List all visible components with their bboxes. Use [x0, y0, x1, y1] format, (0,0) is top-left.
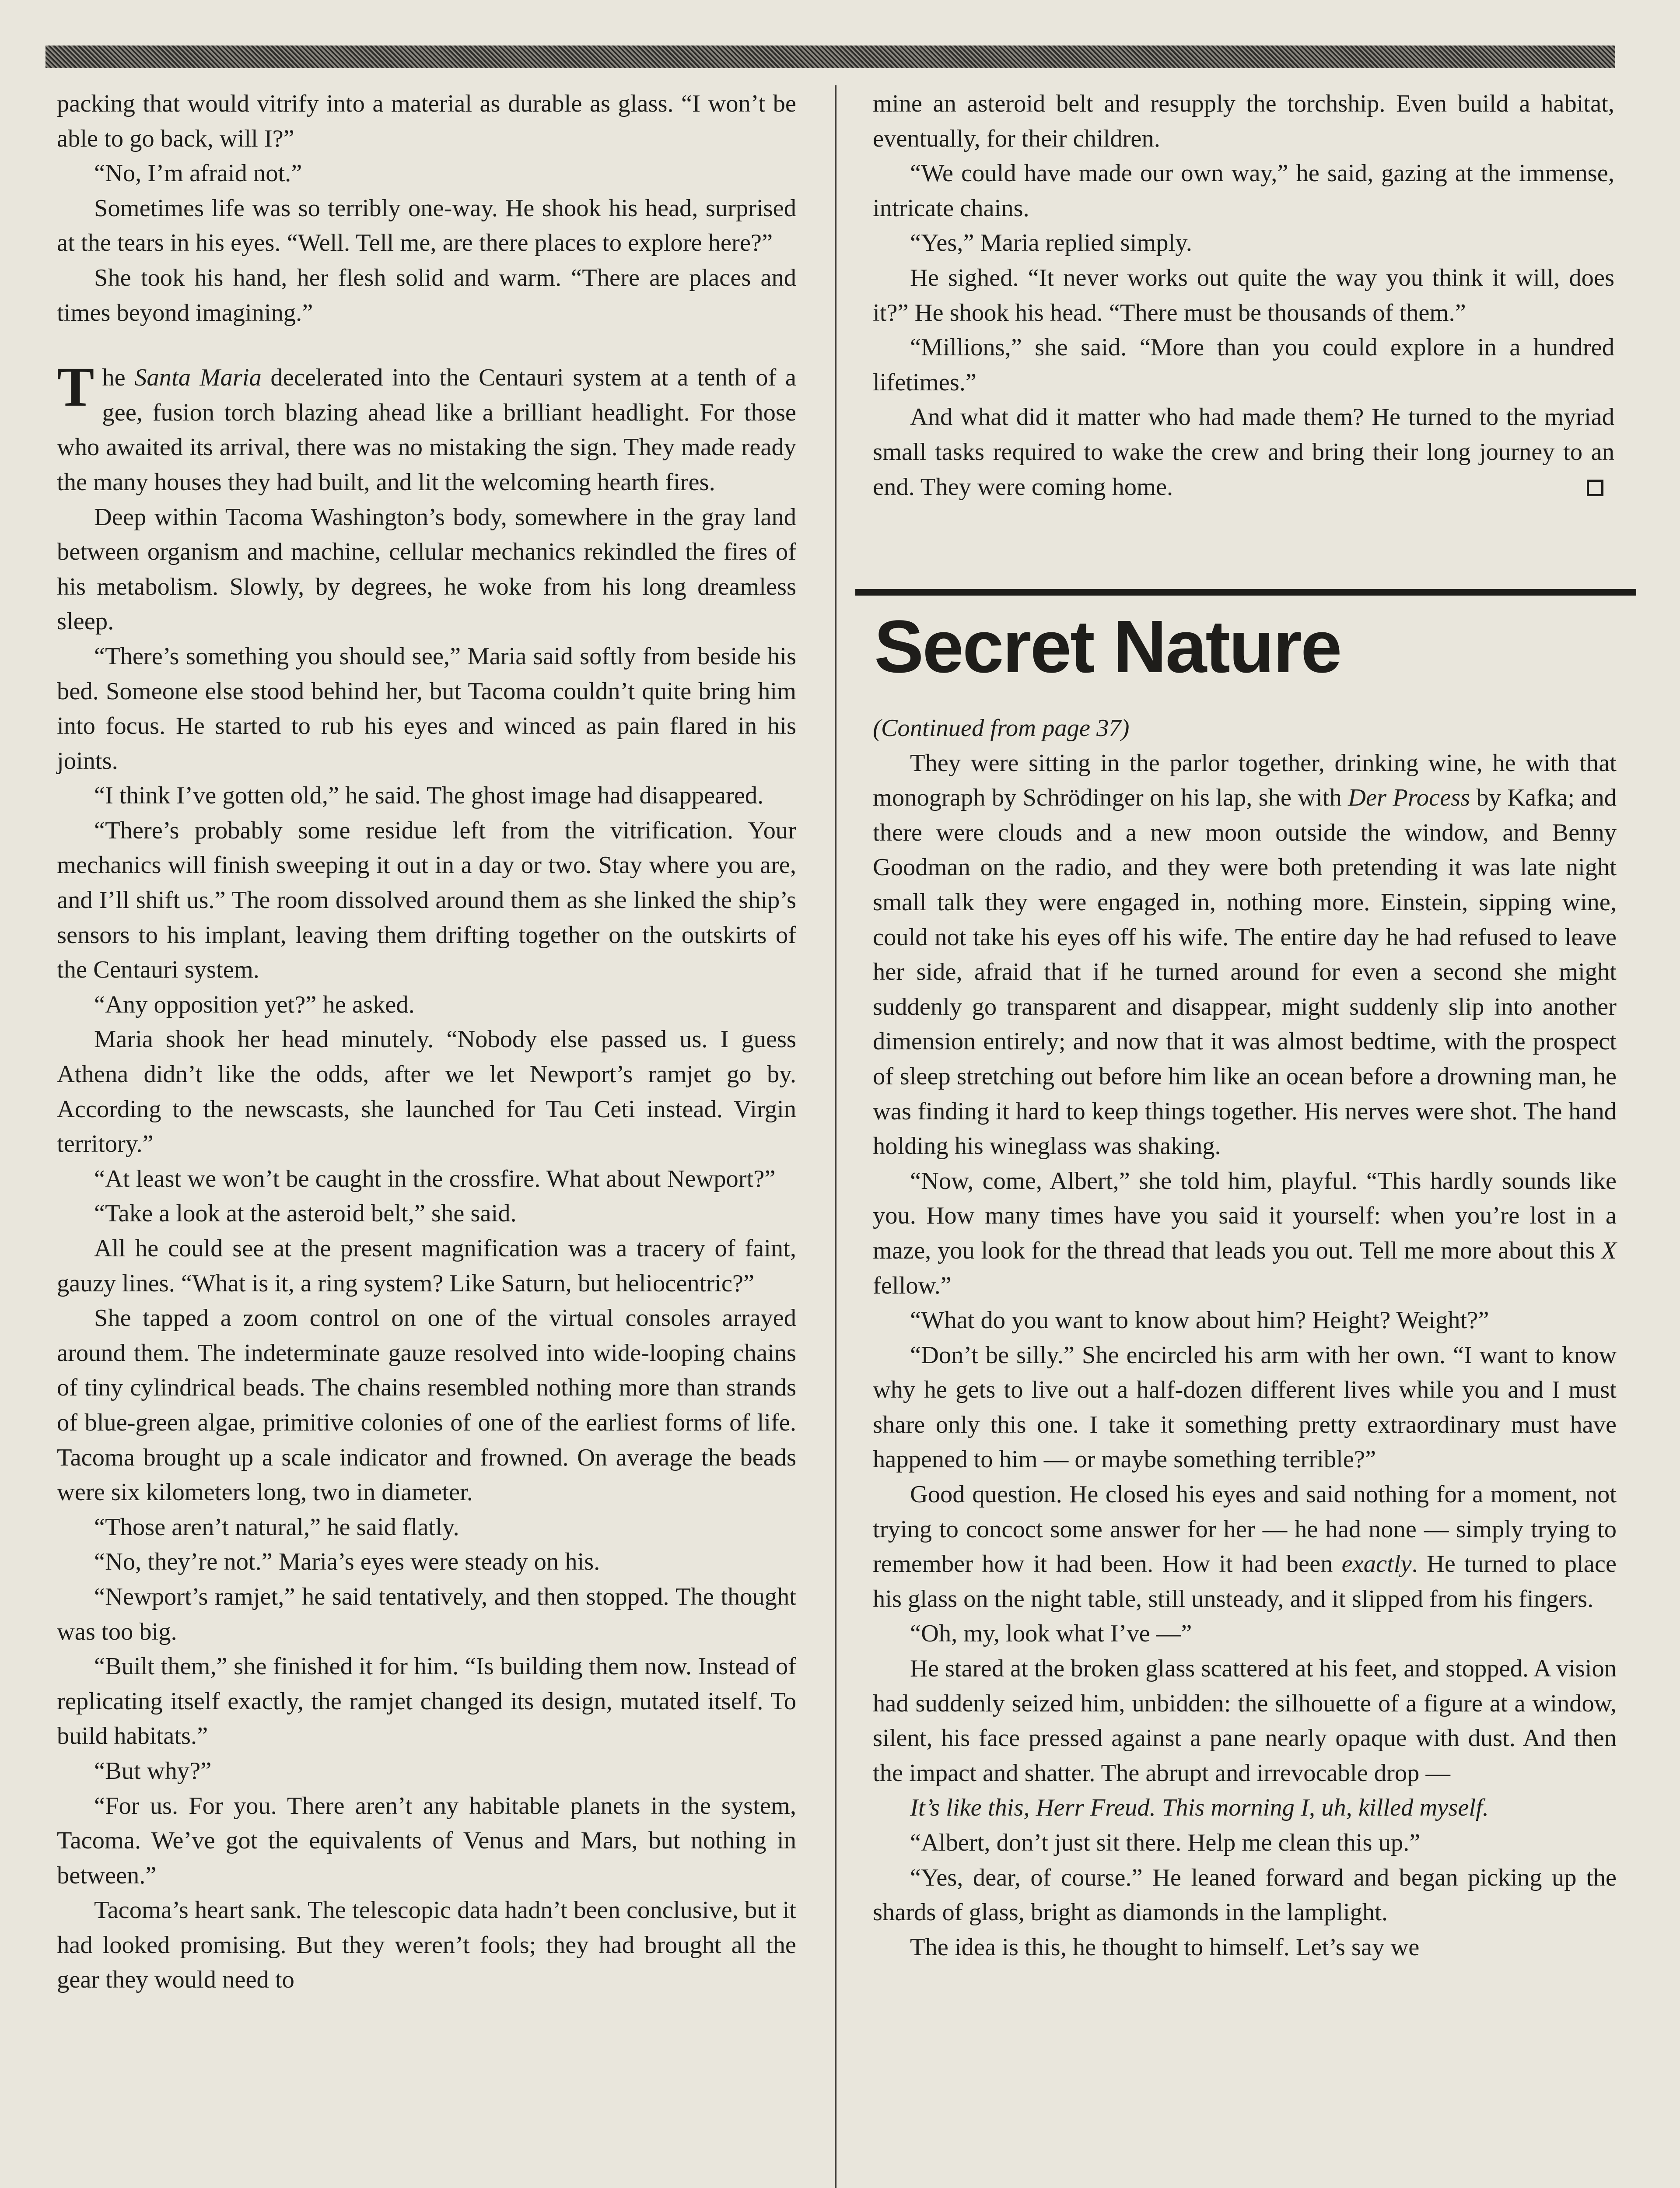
book-title: Der Process [1348, 784, 1470, 812]
paragraph: The idea is this, he thought to himself. Let’s say we [910, 1933, 1420, 1961]
drop-cap: T [57, 356, 94, 418]
paragraph: “No, they’re not.” Maria’s eyes were steady on his. [94, 1548, 600, 1576]
story-separator-rule [855, 589, 1636, 596]
italic-thought: It’s like this, Herr Freud. This morning I, uh, killed myself. [910, 1794, 1489, 1822]
paragraph: “At least we won’t be caught in the crossfire. What about Newport?” [94, 1165, 776, 1192]
continued-note: (Continued from page 37) [873, 715, 1130, 742]
secret-nature-column [873, 711, 1617, 1965]
column-divider [835, 85, 836, 2188]
paragraph: “Albert, don’t just sit there. Help me clean this up.” [910, 1829, 1421, 1856]
paragraph: “No, I’m afraid not.” [94, 160, 302, 187]
paragraph: “Don’t be silly.” She encircled his arm with her own. “I want to know why he gets to live out a half-dozen different lives while you and I must share only this one. I take it something pretty extraordinary must have happened to him — or maybe something terrible?” [873, 1341, 1617, 1473]
paragraph: packing that would vitrify into a material as durable as glass. “I won’t be able to go back, will I?” [57, 90, 796, 152]
paragraph: He stared at the broken glass scattered at his feet, and stopped. A vision had suddenly seized him, unbidden: the silhouette of a figure at a window, silent, his face pressed against a pane nearly opaque with dust. And then the impact and shatter. The abrupt and irrevocable drop — [873, 1655, 1617, 1787]
paragraph: Tacoma’s heart sank. The telescopic data hadn’t been conclusive, but it had looked promising. But they weren’t fools; they had brought all the gear they would need to [57, 1897, 796, 1994]
paragraph: “Millions,” she said. “More than you could explore in a hundred lifetimes.” [873, 334, 1614, 396]
paragraph: “Any opposition yet?” he asked. [94, 991, 415, 1018]
paragraph: “But why?” [94, 1757, 212, 1785]
paragraph: “I think I’ve gotten old,” he said. The ghost image had disappeared. [94, 782, 764, 810]
paragraph: He sighed. “It never works out quite the way you think it will, does it?” He shook his head. “There must be thousands of them.” [873, 264, 1614, 326]
paragraph: “We could have made our own way,” he said, gazing at the immense, intricate chains. [873, 160, 1614, 222]
paragraph: “There’s something you should see,” Maria said softly from beside his bed. Someone else stood behind her, but Tacoma couldn’t quite bring him into focus. He started to rub his eyes and winced as pain flared in his joints. [57, 642, 796, 775]
story-title: Secret Nature [874, 605, 1341, 688]
paragraph: They were sitting in the parlor together, drinking wine, he with that monograph by Schrödinger on his lap, she with Der Process by Kafka; and there were clouds and a new moon outside the window, and Benny Goodman on the radio, and they were both pretending it was late night small talk they were engaged in, nothing more. Einstein, sipping wine, could not take his eyes off his wife. The entire day he had refused to leave her side, afraid that if he turned around for even a second she might suddenly go transparent and disappear, might suddenly slip into another dimension entirely; and now that it was almost bedtime, with the prospect of sleep stretching out before him like an ocean before a drowning man, he was finding it hard to keep things together. His nerves were shot. The hand holding his wineglass was shaking. [873, 749, 1617, 1160]
paragraph: “For us. For you. There aren’t any habitable planets in the system, Tacoma. We’ve got the equivalents of Venus and Mars, but nothing in between.” [57, 1792, 796, 1889]
paragraph: She tapped a zoom control on one of the virtual consoles arrayed around them. The indeterminate gauze resolved into wide-looping chains of tiny cylindrical beads. The chains resembled nothing more than strands of blue-green algae, primitive colonies of one of the earliest forms of life. Tacoma brought up a scale indicator and frowned. On average the beads were six kilometers long, two in diameter. [57, 1304, 796, 1506]
paragraph: “There’s probably some residue left from the vitrification. Your mechanics will finish sweeping it out in a day or two. Stay where you are, and I’ll shift us.” The room dissolved around them as she linked the ship’s sensors to his implant, leaving them drifting together on the outskirts of the Centauri system. [57, 817, 796, 984]
section-opening-paragraph: The Santa Maria decelerated into the Centauri system at a tenth of a gee, fusion torch blazing ahead like a brilliant headlight. For those who awaited its arrival, there was no mistaking the sign. They made ready the many houses they had built, and lit the welcoming hearth fires. [57, 356, 797, 496]
paragraph: “What do you want to know about him? Height? Weight?” [910, 1307, 1489, 1334]
paragraph: Good question. He closed his eyes and said nothing for a moment, not trying to concoct some answer for her — he had none — simply trying to remember how it had been. How it had been exactly. He turned to place his glass on the night table, still unsteady, and it slipped from his fingers. [873, 1481, 1617, 1613]
paragraph: “Yes, dear, of course.” He leaned forward and began picking up the shards of glass, bright as diamonds in the lamplight. [873, 1864, 1617, 1926]
right-column-story-end [873, 87, 1614, 505]
paragraph: “Take a look at the asteroid belt,” she said. [94, 1200, 517, 1227]
paragraph: “Yes,” Maria replied simply. [910, 229, 1192, 257]
paragraph: “Those aren’t natural,” he said flatly. [94, 1513, 459, 1541]
ship-name: Santa Maria [134, 364, 262, 392]
top-decorative-band [46, 46, 1615, 68]
paragraph: “Built them,” she finished it for him. “Is building them now. Instead of replicating itself exactly, the ramjet changed its design, mutated itself. To build habitats.” [57, 1653, 796, 1750]
paragraph: mine an asteroid belt and resupply the torchship. Even build a habitat, eventually, for their children. [873, 90, 1614, 152]
paragraph: “Newport’s ramjet,” he said tentatively, and then stopped. The thought was too big. [57, 1583, 796, 1645]
end-of-story-square-icon [1587, 480, 1603, 496]
paragraph: Deep within Tacoma Washington’s body, somewhere in the gray land between organism and machine, cellular mechanics rekindled the fires of his metabolism. Slowly, by degrees, he woke from his long dreamless sleep. [57, 503, 796, 635]
paragraph: All he could see at the present magnification was a tracery of faint, gauzy lines. “What is it, a ring system? Like Saturn, but heliocentric?” [57, 1235, 796, 1297]
final-paragraph: And what did it matter who had made them? He turned to the myriad small tasks required to wake the crew and bring their long journey to an end. They were coming home. [873, 403, 1614, 501]
left-column [57, 87, 796, 1998]
paragraph: Sometimes life was so terribly one-way. He shook his head, surprised at the tears in his eyes. “Well. Tell me, are there places to explore here?” [57, 194, 796, 257]
paragraph: “Oh, my, look what I’ve —” [910, 1620, 1192, 1648]
paragraph: Maria shook her head minutely. “Nobody else passed us. I guess Athena didn’t like the odds, after we let Newport’s ramjet go by. According to the newscasts, she launched for Tau Ceti instead. Virgin territory.” [57, 1026, 796, 1158]
paragraph: She took his hand, her flesh solid and warm. “There are places and times beyond imagining.” [57, 264, 796, 326]
paragraph: “Now, come, Albert,” she told him, playful. “This hardly sounds like you. How many times have you said it yourself: when you’re lost in a maze, you look for the thread that leads you out. Tell me more about this X fellow.” [873, 1167, 1617, 1299]
